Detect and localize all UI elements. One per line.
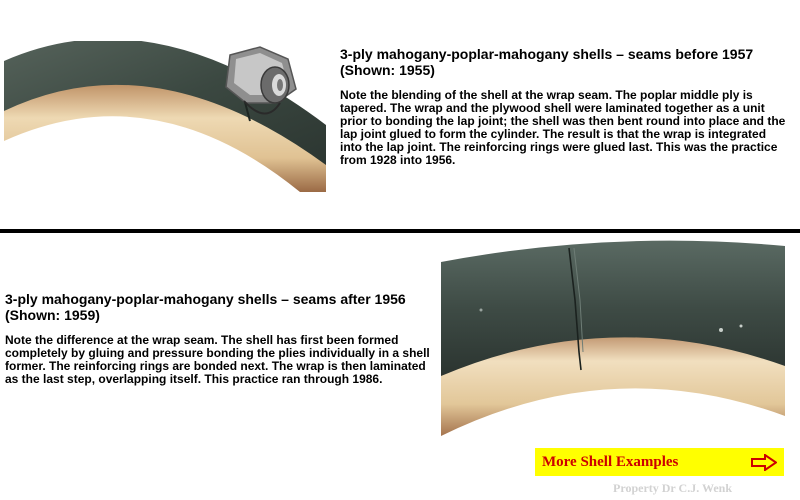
section-1955-heading: 3-ply mahogany-poplar-mahogany shells – seams before 1957 (Shown: 1955) — [340, 46, 754, 78]
section-1959 — [5, 291, 435, 386]
section-divider — [0, 229, 800, 233]
shell-1955-photo — [4, 41, 326, 192]
section-1955-body: Note the blending of the shell at the wrap seam. The poplar middle ply is tapered. The wrap and the plywood shell were laminated together as a unit prior to bonding the lap joint; the shell was then bent round into place and the lap joint glued to form the cylinder. The result is that the wrap is integrated into the lap joint. The reinforcing rings were glued last. This was the practice from 1928 into 1956. — [340, 88, 786, 167]
more-shell-examples-link[interactable] — [535, 448, 784, 476]
right-arrow-icon — [751, 454, 777, 476]
section-1955 — [340, 46, 790, 167]
section-1959-heading: 3-ply mahogany-poplar-mahogany shells – seams after 1956 (Shown: 1959) — [5, 291, 406, 323]
section-1959-body: Note the difference at the wrap seam. The shell has first been formed completely by gluing and pressure bonding the plies individually in a shell former. The reinforcing rings are bonded next. The wrap is then laminated as the last step, overlapping itself. This practice ran through 1986. — [5, 333, 430, 386]
shell-1959-photo — [441, 240, 785, 436]
more-shell-examples-label: More Shell Examples — [542, 453, 679, 470]
watermark: Property Dr C.J. Wenk — [613, 481, 732, 495]
